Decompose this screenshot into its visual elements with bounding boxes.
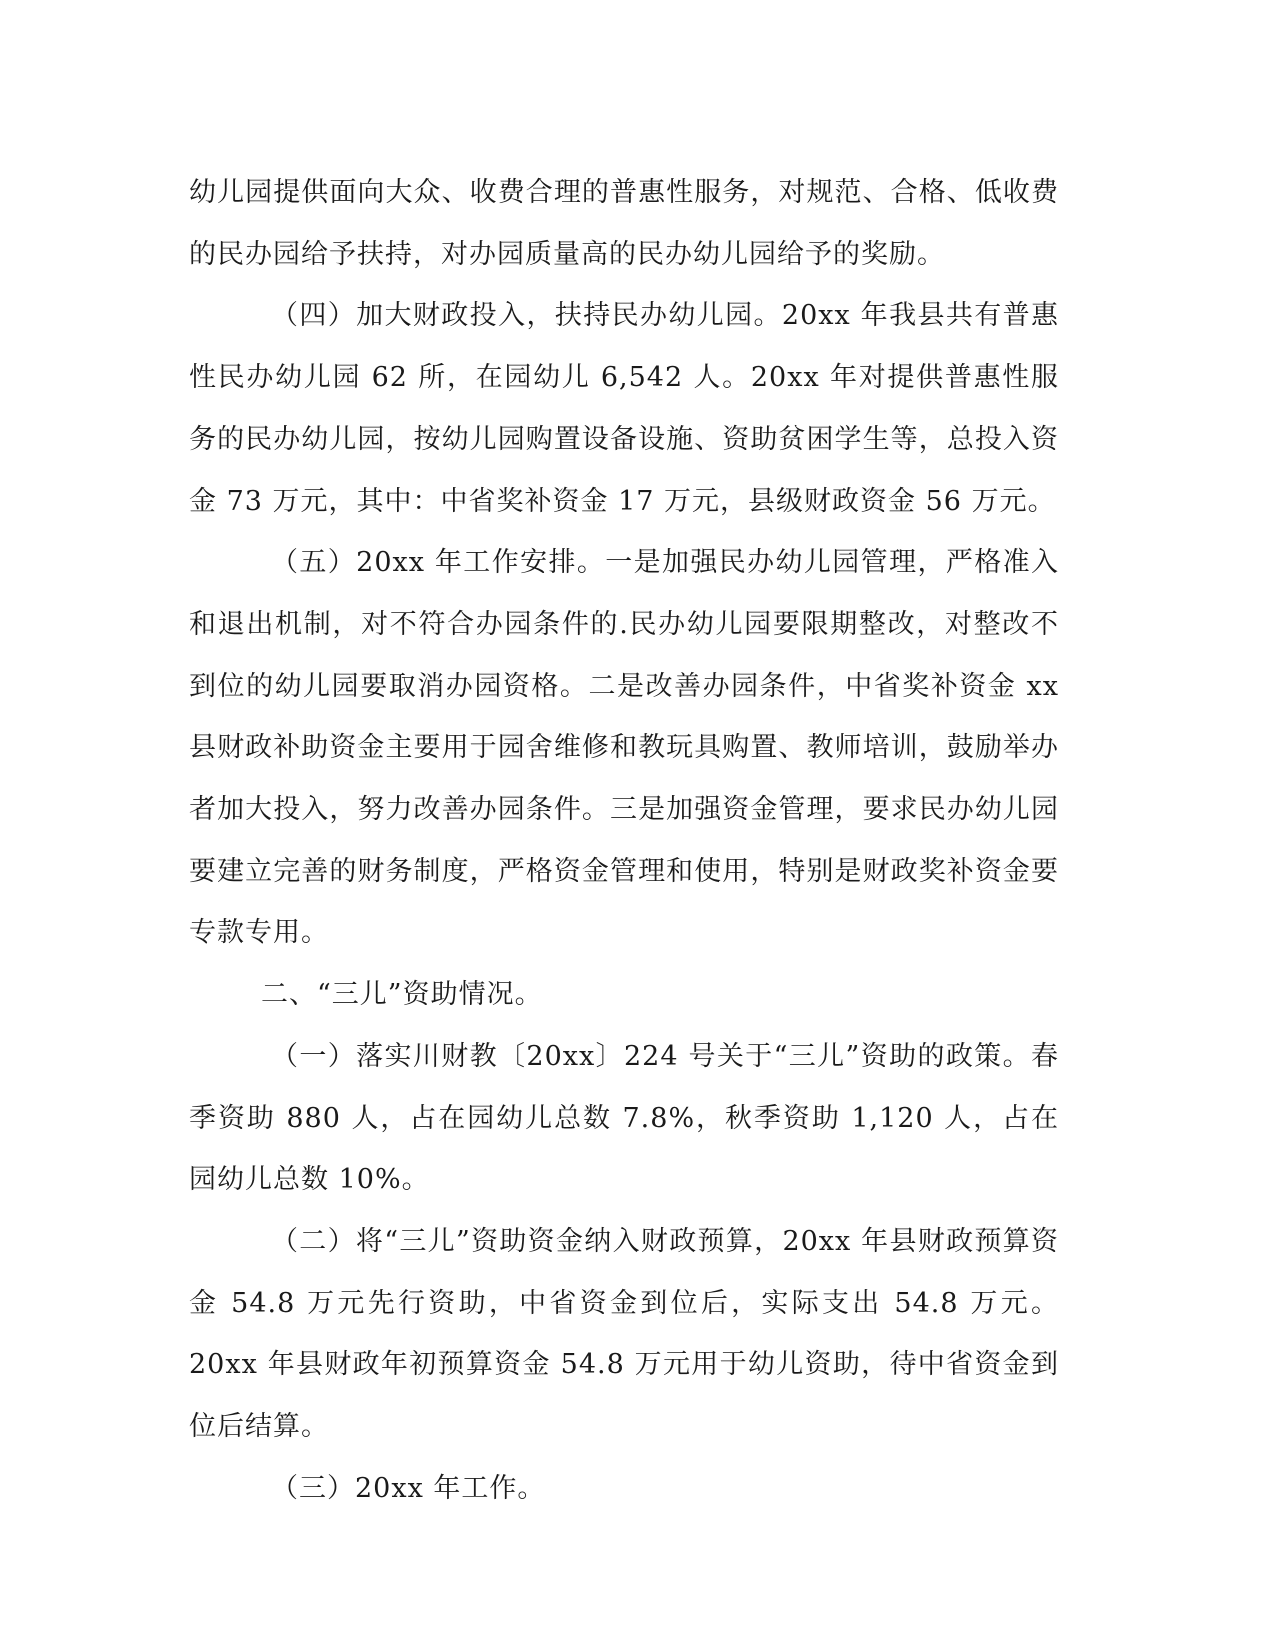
paragraph-continuation: 幼儿园提供面向大众、收费合理的普惠性服务，对规范、合格、低收费的民办园给予扶持，对办园质量高的民办幼儿园给予的奖励。 (189, 177, 1059, 270)
document-body (189, 162, 1059, 1519)
paragraph-subsection-3: （三）20xx 年工作。 (271, 1472, 546, 1504)
paragraph-subsection-1: （一）落实川财教〔20xx〕224 号关于“三儿”资助的政策。春季资助 880 人，占在园幼儿总数 7.8%，秋季资助 1,120 人，占在园幼儿总数 10%。 (189, 1040, 1059, 1196)
section-heading-2: 二、“三儿”资助情况。 (261, 979, 543, 1011)
paragraph-section-5: （五）20xx 年工作安排。一是加强民办幼儿园管理，严格准入和退出机制，对不符合办园条件的.民办幼儿园要限期整改，对整改不到位的幼儿园要取消办园资格。二是改善办园条件，中省奖补资金 xx 县财政补助资金主要用于园舍维修和教玩具购置、教师培训，鼓励举办者加大投入，努力改善办园条件。三是加强资金管理，要求民办幼儿园要建立完善的财务制度，严格资金管理和使用，特别是财政奖补资金要专款专用。 (189, 547, 1059, 949)
paragraph-subsection-2: （二）将“三儿”资助资金纳入财政预算，20xx 年县财政预算资金 54.8 万元先行资助，中省资金到位后，实际支出 54.8 万元。20xx 年县财政年初预算资金 54.8 万元用于幼儿资助，待中省资金到位后结算。 (189, 1225, 1059, 1443)
paragraph-section-4: （四）加大财政投入，扶持民办幼儿园。20xx 年我县共有普惠性民办幼儿园 62 所，在园幼儿 6,542 人。20xx 年对提供普惠性服务的民办幼儿园，按幼儿园购置设备设施、资助贫困学生等，总投入资金 73 万元，其中：中省奖补资金 17 万元，县级财政资金 56 万元。 (189, 300, 1059, 517)
